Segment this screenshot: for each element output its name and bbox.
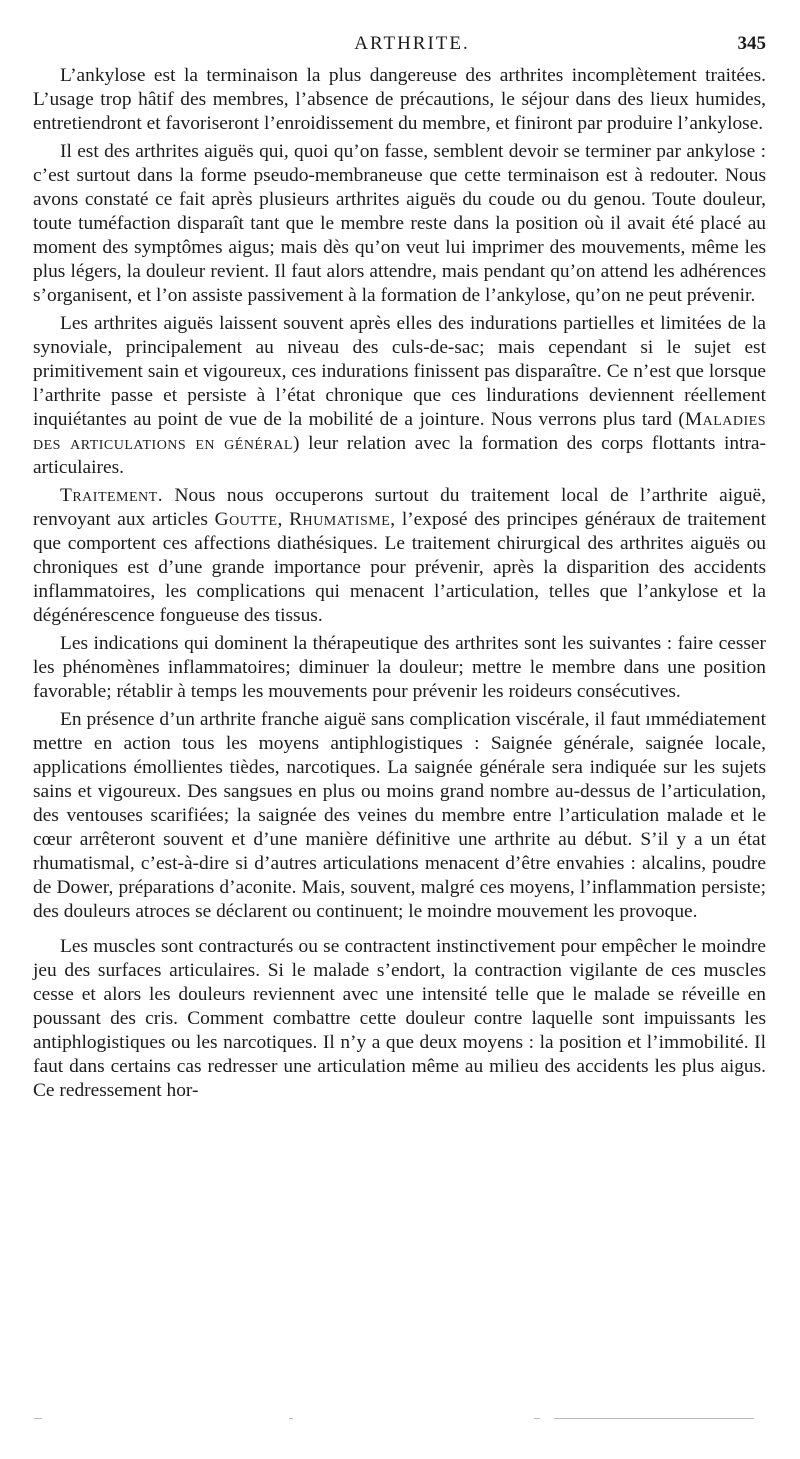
- body-text: [33, 64, 766, 1107]
- cross-reference: Rhumatisme: [289, 509, 391, 530]
- paragraph-indurations: [33, 312, 766, 480]
- footer-rule: [34, 1418, 754, 1419]
- paragraph-traitement: [33, 484, 766, 628]
- paragraph-muscles: Les muscles sont contracturés ou se contractent instinctivement pour empêcher le moindre jeu des surfaces articulaires. Si le malade s’endort, la contraction vigilante de ces muscles cesse et alors les douleurs reviennent avec une intensité telle que le malade se réveille en poussant des cris. Comment combattre cette douleur contre laquelle sont impuissants les antiphlogistiques ou les narcotiques. Il n’y a que deux moyens : la position et l’immobilité. Il faut dans certains cas redresser une articulation même au milieu des accidents les plus aigus. Ce redressement hor-: [33, 936, 766, 1101]
- paragraph-indications: Les indications qui dominent la thérapeutique des arthrites sont les suivantes : faire cesser les phénomènes inflammatoires; diminuer la douleur; mettre le membre dans une position favorable; rétablir à temps les mouvements pour prévenir les roideurs consécutives.: [33, 633, 766, 702]
- paragraph-text: ) leur relation avec la formation des corps flottants intra-articulaires.: [33, 433, 766, 478]
- paragraph-text: Nous nous occuperons surtout du traitement local de l’arthrite aiguë, renvoyant aux articles: [33, 485, 766, 530]
- paragraph-ankylose: L’ankylose est la terminaison la plus dangereuse des arthrites incomplètement traitées. L’usage trop hâtif des membres, l’absence de précautions, le séjour dans des lieux humides, entretiendront et favoriseront l’enroidissement du membre, et finiront par produire l’ankylose.: [33, 65, 766, 134]
- paragraph-text: Les arthrites aiguës laissent souvent après elles des indurations partielles et limitées de la synoviale, principalement au niveau des culs-de-sac; mais cependant si le sujet est primitivement sain et vigoureux, ces indurations finissent pas disparaître. Ce n’est que lorsque l’arthrite passe et persiste à l’état chronique que ces lindurations deviennent réellement inquiétantes au point de vue de la mobilité de a jointure. Nous verrons plus tard (: [33, 313, 766, 430]
- paragraph-text: , l’exposé des principes généraux de traitement que comportent ces affections diathésiques. Le traitement chirurgical des arthrites aiguës ou chroniques est d’une grande importance pour prévenir, après la disparition des accidents inflammatoires, les complications qui menacent l’articulation, telles que l’ankylose et la dégénérescence fongueuse des tissus.: [33, 509, 766, 626]
- cross-reference: Maladies des articulations en général: [33, 409, 766, 454]
- paragraph-arthrites-aigues: Il est des arthrites aiguës qui, quoi qu’on fasse, semblent devoir se terminer par ankylose : c’est surtout dans la forme pseudo-membraneuse que cette terminaison est à redouter. Nous avons constaté ce fait après plusieurs arthrites aiguës du coude ou du genou. Toute douleur, toute tuméfaction disparaît tant que le membre reste dans la position où il avait été placé au moment des symptômes aigus; mais dès qu’on veut lui imprimer des mouvements, même les plus légers, la douleur revient. Il faut alors attendre, mais pendant qu’on attend les adhérences s’organisent, et l’on assiste passivement à la formation de l’ankylose, qu’on ne peut prévenir.: [33, 141, 766, 306]
- running-title: ARTHRITE.: [354, 33, 470, 54]
- paragraph-text: ,: [277, 509, 290, 530]
- section-heading: Traitement.: [60, 485, 164, 506]
- page-number: 345: [737, 33, 766, 54]
- page-header: [58, 30, 766, 58]
- paragraph-antiphlogistiques: En présence d’un arthrite franche aiguë sans complication viscérale, il faut ımmédiatement mettre en action tous les moyens antiphlogistiques : Saignée générale, saignée locale, applications émollientes tièdes, narcotiques. La saignée générale sera indiquée sur les sujets sains et vigoureux. Des sangsues en plus ou moins grand nombre au-dessus de l’articulation, des ventouses scarifiées; la saignée des veines du membre entre l’articulation malade et le cœur arrêteront souvent et d’une manière définitive une arthrite au début. S’il y a un état rhumatismal, c’est-à-dire si d’autres articulations menacent d’être envahies : alcalins, poudre de Dower, préparations d’aconite. Mais, souvent, malgré ces moyens, l’inflammation persiste; des douleurs atroces se déclarent ou continuent; le moindre mouvement les provoque.: [33, 709, 766, 922]
- cross-reference: Goutte: [214, 509, 278, 530]
